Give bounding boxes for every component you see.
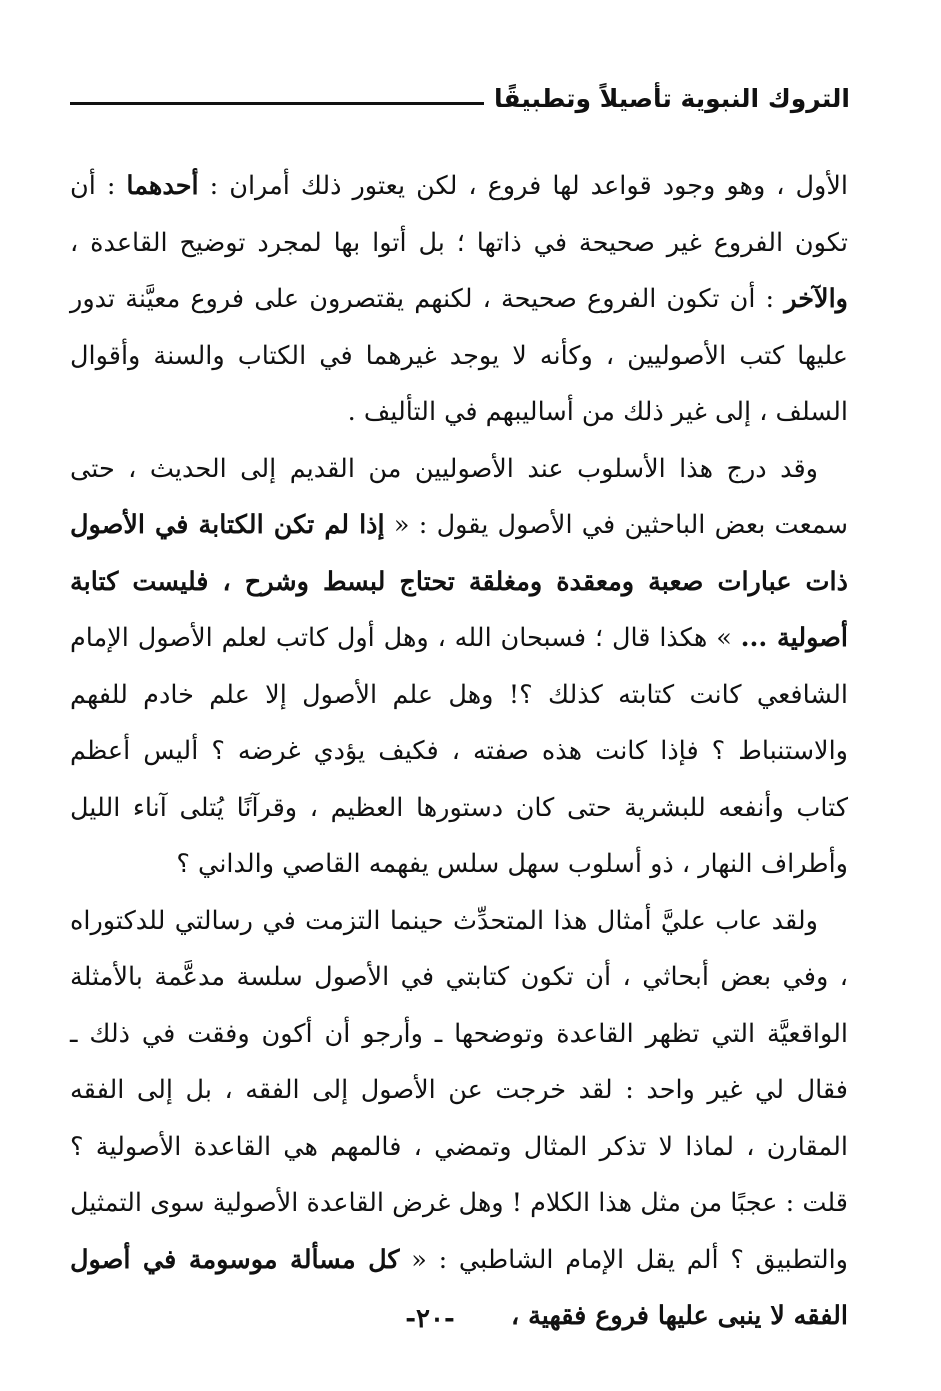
bold-quote: إذا لم تكن الكتابة في الأصول ذات عبارات صعبة ومعقدة ومغلقة تحتاج لبسط وشرح ، فليست كتابة أصولية ... bbox=[70, 510, 848, 653]
paragraph-1 bbox=[70, 158, 848, 441]
bold-term: أحدهما bbox=[126, 171, 199, 201]
text-run: الأول ، وهو وجود قواعد لها فروع ، لكن يعتور ذلك أمران : bbox=[198, 171, 848, 201]
paragraph-2 bbox=[70, 441, 848, 893]
bold-term: والآخر bbox=[784, 284, 848, 314]
paragraph-3 bbox=[70, 893, 848, 1345]
page-number: -٢٠- bbox=[405, 1304, 455, 1334]
text-run: ولقد عاب عليَّ أمثال هذا المتحدِّث حينما التزمت في رسالتي للدكتوراه ، وفي بعض أبحاثي ، أن تكون كتابتي في الأصول سلسة مدعَّمة بالأمثلة الواقعيَّة التي تظهر القاعدة وتوضحها ـ وأرجو أن أكون وفقت في ذلك ـ فقال لي غير واحد : لقد خرجت عن الأصول إلى الفقه ، بل إلى الفقه المقارن ، لماذا لا تذكر المثال وتمضي ، فالمهم هي القاعدة الأصولية ؟ قلت : عجبًا من مثل هذا الكلام ! وهل غرض القاعدة الأصولية سوى التمثيل والتطبيق ؟ ألم يقل الإمام الشاطبي : « bbox=[70, 905, 848, 1275]
header-rule bbox=[70, 102, 484, 105]
header-title: التروك النبوية تأصيلاً وتطبيقًا bbox=[493, 83, 850, 113]
text-run: » هكذا قال ؛ فسبحان الله ، وهل أول كاتب لعلم الأصول الإمام الشافعي كانت كتابته كذلك ؟! وهل علم الأصول إلا علم خادم للفهم والاستنباط ؟ فإذا كانت هذه صفته ، فكيف يؤدي غرضه ؟ أليس أعظم كتاب وأنفعه للبشرية حتى كان دستورها العظيم ، وقرآنًا يُتلى آناء الليل وأطراف النهار ، ذو أسلوب سهل سلس يفهمه القاصي والداني ؟ bbox=[70, 623, 848, 879]
text-run: : أن تكون الفروع صحيحة ، لكنهم يقتصرون على فروع معيَّنة تدور عليها كتب الأصوليين ، وكأنه لا يوجد غيرهما في الكتاب والسنة وأقوال السلف ، إلى غير ذلك من أساليبهم في التأليف . bbox=[70, 284, 848, 427]
running-header bbox=[70, 78, 850, 118]
text-run: : أن تكون الفروع غير صحيحة في ذاتها ؛ بل أتوا بها لمجرد توضيح القاعدة ، bbox=[70, 171, 848, 258]
text-run: وقد درج هذا الأسلوب عند الأصوليين من القديم إلى الحديث ، حتى سمعت بعض الباحثين في الأصول يقول : « bbox=[70, 453, 848, 540]
bold-quote: كل مسألة موسومة في أصول الفقه لا ينبى عليها فروع فقهية ، bbox=[70, 1244, 848, 1331]
